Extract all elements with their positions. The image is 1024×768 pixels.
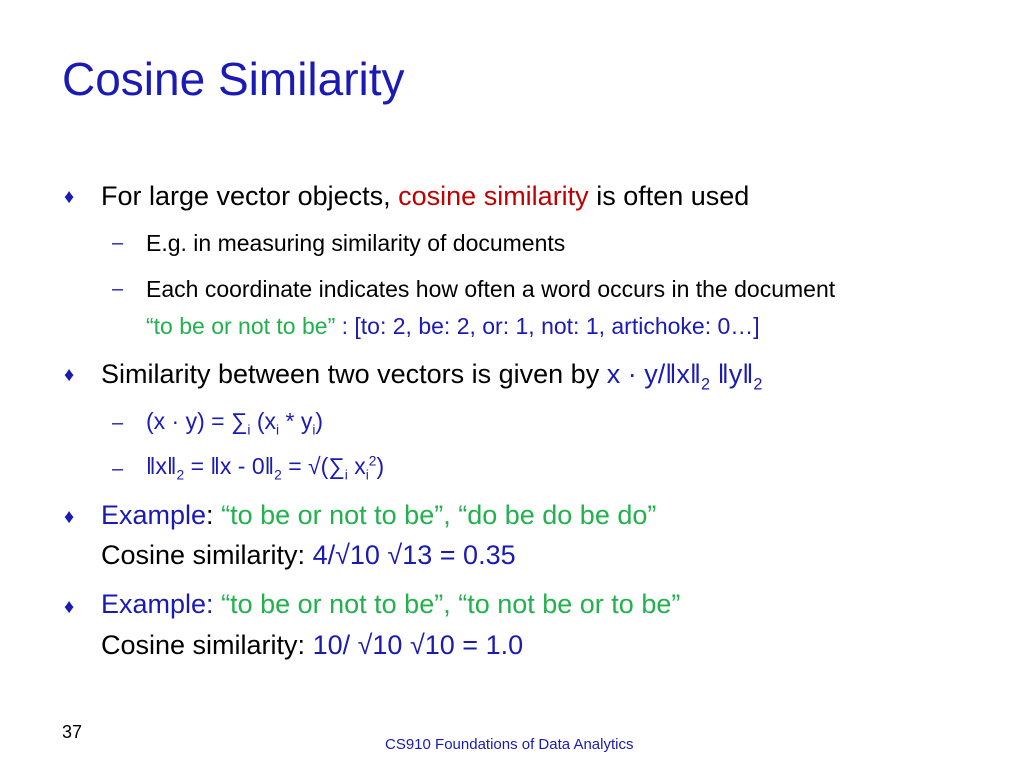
formula-part: x bbox=[347, 453, 366, 479]
sum-symbol: ∑ bbox=[328, 453, 345, 479]
diamond-bullet-icon: ♦ bbox=[64, 186, 75, 208]
formula-subscript: i bbox=[276, 422, 280, 438]
bullet-1-sub-1: E.g. in measuring similarity of documents bbox=[146, 230, 566, 256]
formula-part: * y bbox=[279, 408, 313, 434]
bullet-2-formula bbox=[606, 359, 763, 394]
bullet-4-result bbox=[101, 630, 523, 661]
bullet-1-sub-2: Each coordinate indicates how often a word occurs in the document bbox=[146, 276, 836, 302]
diamond-bullet-icon: ♦ bbox=[64, 596, 75, 618]
example-colon: : bbox=[206, 500, 214, 530]
dash-bullet-icon: – bbox=[112, 278, 124, 300]
dash-bullet-icon: – bbox=[112, 458, 124, 480]
result-label: Cosine similarity: bbox=[101, 630, 306, 660]
formula-part: (x bbox=[250, 408, 277, 434]
example-label: Example: bbox=[101, 589, 214, 619]
result-value: 10/ √10 √10 = 1.0 bbox=[312, 630, 524, 660]
bullet-1 bbox=[101, 181, 749, 212]
example-quote: “to be or not to be” bbox=[146, 313, 336, 339]
diamond-bullet-icon: ♦ bbox=[64, 506, 75, 528]
formula-subscript: i bbox=[365, 467, 369, 483]
bullet-3-result bbox=[101, 540, 516, 571]
formula-subscript: 2 bbox=[274, 467, 282, 483]
sum-symbol: ∑ bbox=[230, 408, 248, 434]
formula-subscript: i bbox=[247, 422, 251, 438]
formula-part: ‖x‖ bbox=[146, 453, 177, 479]
formula-part: x · y/‖x‖ bbox=[606, 359, 702, 389]
diamond-bullet-icon: ♦ bbox=[64, 364, 75, 386]
formula-subscript: i bbox=[344, 467, 348, 483]
slide-title: Cosine Similarity bbox=[62, 53, 405, 105]
bullet-1-rest: is often used bbox=[596, 181, 750, 211]
example-quote: “to be or not to be”, “to not be or to be” bbox=[221, 589, 681, 619]
bullet-2-sub-2 bbox=[146, 453, 385, 483]
bullet-3 bbox=[101, 500, 656, 531]
example-vector: : [to: 2, be: 2, or: 1, not: 1, artichoke: 0…] bbox=[341, 313, 760, 339]
example-label: Example bbox=[101, 500, 207, 530]
formula-part: ) bbox=[376, 453, 385, 479]
result-value: 4/√10 √13 = 0.35 bbox=[312, 540, 516, 570]
formula-part: = ‖x - 0‖ bbox=[184, 453, 275, 479]
footer-course-title: CS910 Foundations of Data Analytics bbox=[385, 736, 634, 753]
example-quote: “to be or not to be”, “do be do be do” bbox=[221, 500, 657, 530]
bullet-1-highlight: cosine similarity bbox=[398, 181, 589, 211]
bullet-1-sub-2-example bbox=[146, 313, 760, 340]
formula-part: (x · y) = bbox=[146, 408, 231, 434]
bullet-2-text: Similarity between two vectors is given by bbox=[101, 359, 600, 389]
page-number: 37 bbox=[62, 722, 83, 742]
formula-part: = √( bbox=[281, 453, 329, 479]
formula-superscript: 2 bbox=[368, 453, 377, 469]
result-label: Cosine similarity: bbox=[101, 540, 306, 570]
bullet-1-text: For large vector objects, bbox=[101, 181, 391, 211]
formula-subscript: 2 bbox=[176, 467, 185, 483]
dash-bullet-icon: – bbox=[112, 412, 124, 434]
bullet-2-sub-1 bbox=[146, 408, 324, 438]
formula-part: ‖y‖ bbox=[717, 359, 754, 389]
formula-subscript: i bbox=[312, 422, 316, 438]
bullet-4 bbox=[101, 589, 680, 620]
dash-bullet-icon: – bbox=[112, 232, 124, 254]
formula-subscript: 2 bbox=[753, 375, 763, 394]
formula-part: ) bbox=[315, 408, 324, 434]
formula-subscript: 2 bbox=[701, 375, 711, 394]
bullet-2 bbox=[101, 359, 763, 394]
